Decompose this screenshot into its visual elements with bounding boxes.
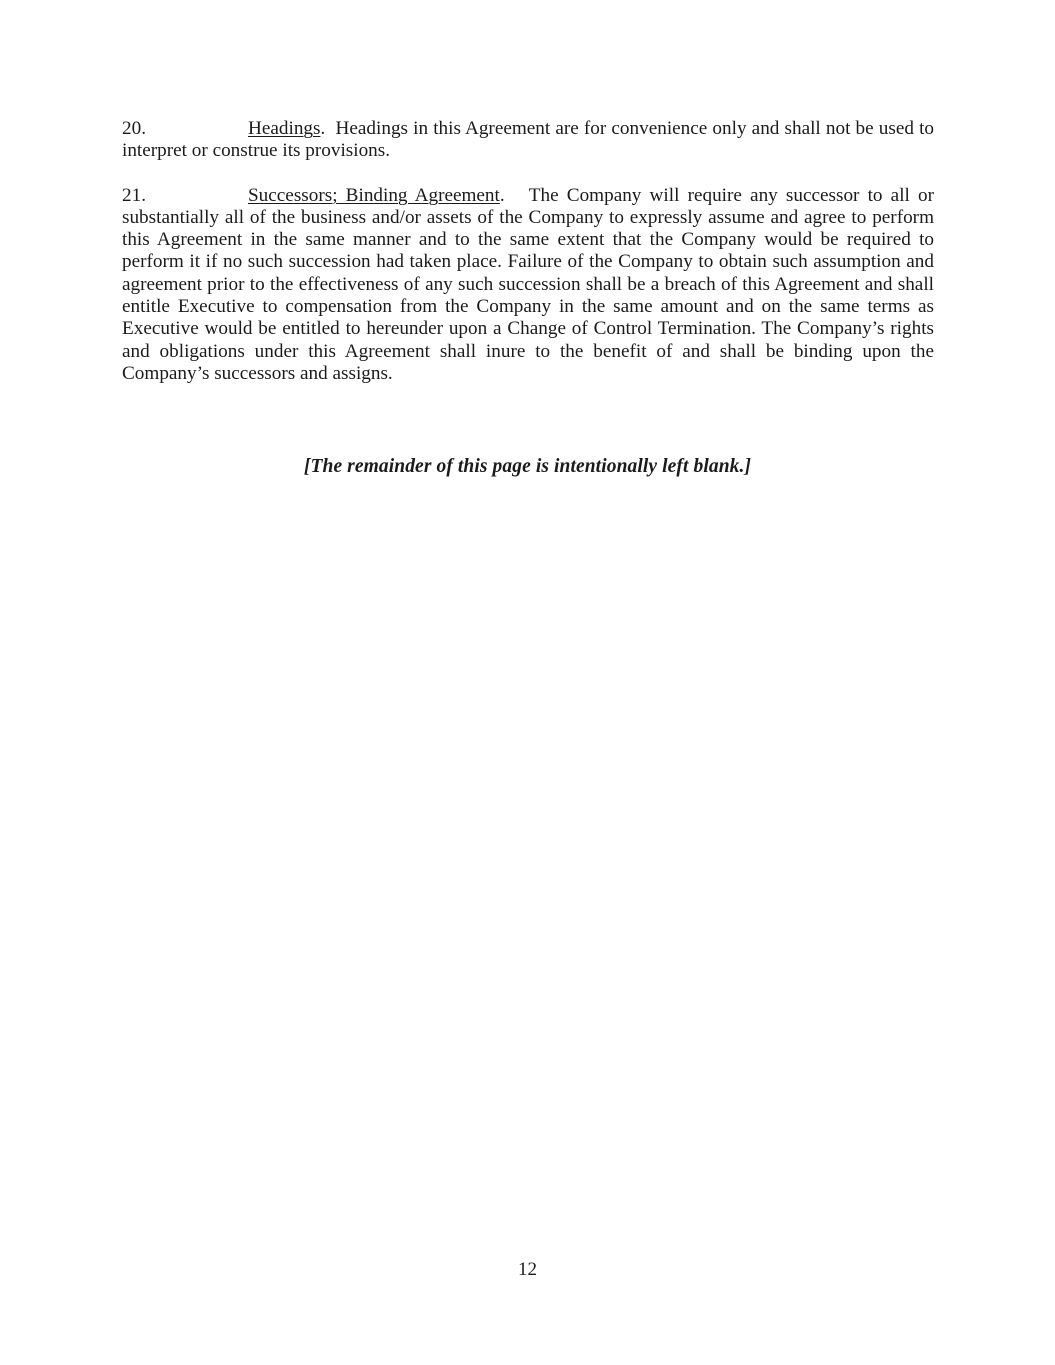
section-number-20: 20. [122, 118, 146, 139]
section-heading-gap-21 [505, 185, 529, 206]
page-body [122, 118, 934, 385]
section-heading-20: Headings [248, 118, 321, 139]
intentionally-blank-note: [The remainder of this page is intentionally left blank.] [303, 456, 752, 477]
section-text-21: The Company will require any successor to all or substantially all of the business and/or assets of the Company to expressly assume and agree to perform this Agreement in the same manner and to the same extent that the Company would be required to perform it if no such succession had taken place. Failure of the Company to obtain such assumption and agreement prior to the effectiveness of any such succession shall be a breach of this Agreement and shall entitle Executive to compensation from the Company in the same amount and on the same terms as Executive would be entitled to hereunder upon a Change of Control Termination. The Company’s rights and obligations under this Agreement shall inure to the benefit of and shall be binding upon the Company’s successors and assigns. [122, 184, 934, 384]
section-heading-21: Successors; Binding Agreement [248, 184, 500, 206]
section-number-21: 21. [122, 184, 146, 206]
section-heading-period-21: . [499, 184, 505, 206]
page-number: 12 [518, 1259, 537, 1280]
section-heading-period-20: . [320, 118, 326, 139]
section-heading-gap-20 [325, 118, 335, 139]
section-paragraph-20 [122, 118, 934, 163]
section-paragraph-21 [122, 185, 934, 386]
section-text-20: Headings in this Agreement are for convenience only and shall not be used to interpret or construe its provisions. [122, 118, 935, 162]
